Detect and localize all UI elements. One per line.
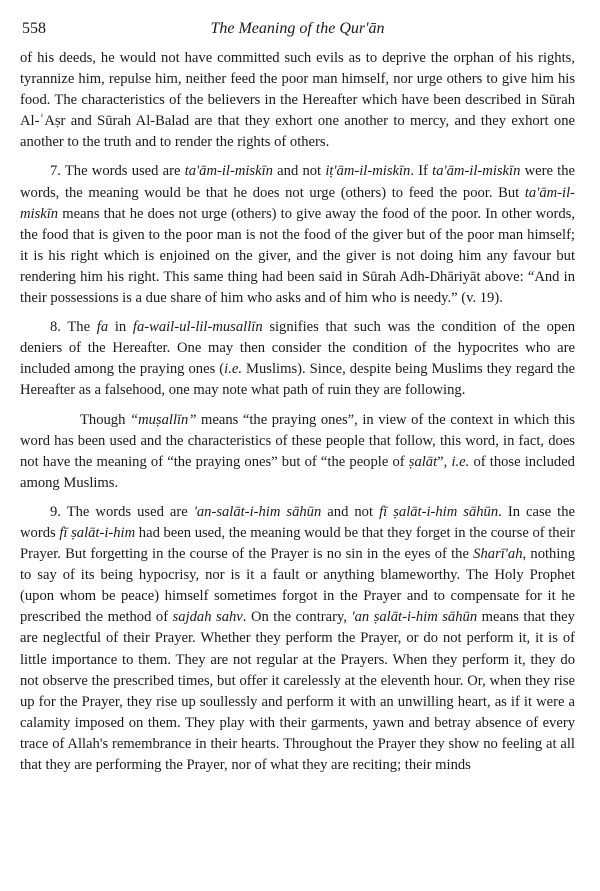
paragraph bbox=[20, 317, 575, 401]
page-number: 558 bbox=[22, 20, 46, 37]
text-segment: 8. The bbox=[50, 319, 97, 336]
paragraph bbox=[20, 410, 575, 494]
text-segment: , nothing to say of its being hypocrisy, nor is it a fault or anything blameworthy. The Holy Prophet (upon whom be peace) himself sometimes forgot in the Prayer and to compensate for it he prescribed the method of bbox=[20, 546, 575, 626]
italic-term: i.e. bbox=[224, 361, 242, 378]
text-segment: were the words, the meaning would be that he does not urge (others) to feed the poor. But bbox=[20, 163, 576, 201]
text-segment: means that he does not urge (others) to give away the food of the poor. In other words, the food that is given to the poor man is not the food of the giver but of the poor man himself; it is his right which is enjoined on the giver, and the giver is not doing him any favour but rendering him his right. This same thing had been said in Sūrah Adh-Dhāriyāt above: “And in their possessions is a due share of him who asks and of him who is needy.” (v. 19). bbox=[20, 205, 575, 307]
italic-term: iṭ'ām-il-miskīn bbox=[325, 163, 411, 180]
page-header bbox=[20, 14, 575, 44]
paragraph bbox=[20, 502, 575, 776]
paragraph bbox=[20, 48, 575, 153]
text-segment: of those included among Muslims. bbox=[20, 453, 575, 491]
text-segment: means that they are neglectful of their Prayer. Whether they perform the Prayer, or do not perform it, it is of little importance to them. They are not regular at the Prayers. When they perform it, they do not observe the prescribed times, but offer it carelessly at the eleventh hour. Or, when they rise up for the Prayer, they rise up soullessly and perform it with an unwilling heart, as if it were a calamity imposed on them. They play with their garments, yawn and betray absence of every trace of Allah's remembrance in their hearts. Throughout the Prayer they show no feeling at all that they are performing the Prayer, nor of what they are reciting; their minds bbox=[20, 609, 575, 773]
italic-term: fa bbox=[96, 319, 109, 336]
text-segment: of his deeds, he would not have committed such evils as to deprive the orphan of his rights, tyrannize him, repulse him, neither feed the poor man himself, nor urge others to give him his food. The characteristics of the believers in the Hereafter which have been described in Sūrah Al-ʿAṣr and Sūrah Al-Balad are that they exhort one another to mercy, and they exhort one another to the truth and to render the rights of others. bbox=[20, 50, 575, 151]
text-segment: . In case the words bbox=[20, 503, 575, 541]
running-title: The Meaning of the Qur'ān bbox=[210, 20, 385, 37]
text-segment: and not bbox=[272, 163, 326, 180]
italic-term: “muṣallīn” bbox=[129, 411, 197, 428]
text-segment: Though bbox=[80, 411, 130, 428]
text-segment: . If bbox=[410, 163, 433, 180]
italic-term: ta'ām-il-miskīn bbox=[20, 184, 575, 222]
text-segment: . On the contrary, bbox=[242, 609, 352, 626]
italic-term: ta'ām-il-miskīn bbox=[432, 163, 521, 180]
text-segment: had been used, the meaning would be that they forget in the course of their Prayer. But forgetting in the course of the Prayer is no sin in the eyes of the bbox=[20, 524, 575, 563]
body-text bbox=[20, 48, 575, 776]
italic-term: Sharī'ah bbox=[473, 546, 523, 563]
italic-term: fī ṣalāt-i-him bbox=[59, 524, 136, 541]
italic-term: sajdah sahv bbox=[172, 609, 243, 626]
text-segment: ”, bbox=[437, 453, 452, 470]
italic-term: ṣalāt bbox=[408, 453, 438, 470]
italic-term: ta'ām-il-miskīn bbox=[184, 163, 273, 180]
book-page bbox=[20, 14, 575, 784]
text-segment: 9. The words used are bbox=[50, 503, 194, 520]
italic-term: 'an-salāt-i-him sāhūn bbox=[193, 503, 322, 520]
paragraph bbox=[20, 161, 575, 309]
italic-term: fa-wail-ul-lil-musallīn bbox=[132, 319, 263, 336]
text-segment: Muslims). Since, despite being Muslims they regard the Hereafter as a falsehood, one may note what path of ruin they are following. bbox=[20, 361, 576, 399]
text-segment: and not bbox=[321, 503, 380, 520]
text-segment: 7. The words used are bbox=[50, 163, 185, 180]
italic-term: fī ṣalāt-i-him sāhūn bbox=[379, 503, 499, 520]
text-segment: means “the praying ones”, in view of the context in which this word has been used and the characteristics of these people that follow, this word, in fact, does not have the meaning of “the praying ones” but of “the people of bbox=[20, 411, 575, 470]
text-segment: signifies that such was the condition of the open deniers of the Hereafter. One may then consider the condition of the hypocrites who are included among the praying ones ( bbox=[20, 319, 575, 378]
italic-term: i.e. bbox=[451, 453, 470, 470]
text-segment: in bbox=[108, 319, 133, 336]
italic-term: 'an ṣalāt-i-him sāhūn bbox=[351, 609, 478, 626]
